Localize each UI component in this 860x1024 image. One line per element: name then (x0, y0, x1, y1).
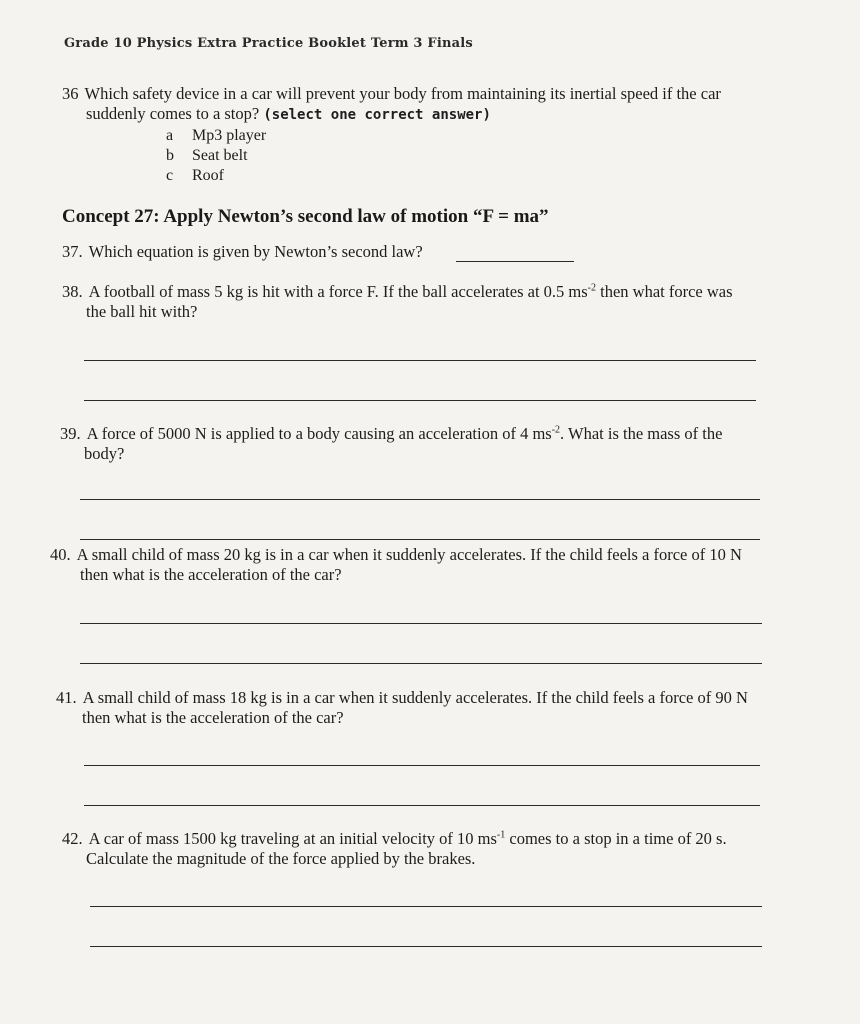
question-text-cont: Calculate the magnitude of the force applied by the brakes. (86, 849, 476, 868)
question-37 (62, 242, 423, 262)
answer-line[interactable] (84, 805, 760, 806)
question-text: A football of mass 5 kg is hit with a force F. If the ball accelerates at 0.5 ms (88, 282, 588, 301)
answer-line[interactable] (84, 360, 756, 361)
question-42 (62, 829, 822, 869)
question-40 (50, 545, 840, 585)
question-38 (62, 282, 802, 322)
question-text-cont: body? (84, 444, 125, 463)
question-text-cont: suddenly comes to a stop? (86, 104, 260, 123)
question-text: Which equation is given by Newton’s second law? (88, 242, 423, 261)
superscript: -2 (551, 424, 561, 436)
answer-line[interactable] (84, 765, 760, 766)
question-number: 41. (56, 688, 77, 707)
option-letter: b (166, 147, 174, 164)
question-number: 36 (62, 84, 79, 103)
option-c[interactable] (166, 166, 266, 186)
answer-line[interactable] (80, 499, 760, 500)
page-header: Grade 10 Physics Extra Practice Booklet Term 3 Finals (64, 36, 473, 51)
answer-line[interactable] (90, 946, 762, 947)
option-label: Mp3 player (192, 127, 267, 144)
question-number: 38. (62, 282, 83, 301)
question-text-cont: the ball hit with? (86, 302, 198, 321)
question-text: Which safety device in a car will prevent your body from maintaining its inertial speed if the car (84, 84, 721, 103)
question-number: 37. (62, 242, 83, 261)
option-letter: a (166, 127, 174, 144)
answer-line[interactable] (80, 663, 762, 664)
superscript: -2 (587, 282, 597, 294)
option-label: Roof (192, 167, 224, 184)
question-number: 39. (60, 424, 81, 443)
option-letter: c (166, 167, 174, 184)
question-41 (56, 688, 840, 728)
question-text: A small child of mass 20 kg is in a car when it suddenly accelerates. If the child feels a force of 10 N (76, 545, 742, 564)
answer-line[interactable] (80, 623, 762, 624)
answer-line[interactable] (84, 400, 756, 401)
instruction-note: (select one correct answer) (263, 107, 491, 123)
answer-line[interactable] (80, 539, 760, 540)
question-36 (62, 84, 802, 125)
question-text-end: comes to a stop in a time of 20 s. (505, 829, 727, 848)
question-number: 42. (62, 829, 83, 848)
question-text: A car of mass 1500 kg traveling at an initial velocity of 10 ms (88, 829, 497, 848)
question-text-cont: then what is the acceleration of the car? (82, 708, 344, 727)
answer-options (166, 126, 266, 186)
question-text-cont: then what is the acceleration of the car? (80, 565, 342, 584)
concept-heading: Concept 27: Apply Newton’s second law of motion “F = ma” (62, 206, 549, 227)
superscript: -1 (496, 829, 506, 841)
question-39 (60, 424, 800, 464)
question-text: A force of 5000 N is applied to a body causing an acceleration of 4 ms (86, 424, 552, 443)
question-number: 40. (50, 545, 71, 564)
answer-line-37[interactable] (456, 261, 574, 262)
option-label: Seat belt (192, 147, 248, 164)
question-text: A small child of mass 18 kg is in a car when it suddenly accelerates. If the child feels a force of 90 N (82, 688, 748, 707)
question-text-end: . What is the mass of the (560, 424, 723, 443)
option-b[interactable] (166, 146, 266, 166)
question-text-end: then what force was (596, 282, 733, 301)
option-a[interactable] (166, 126, 266, 146)
answer-line[interactable] (90, 906, 762, 907)
